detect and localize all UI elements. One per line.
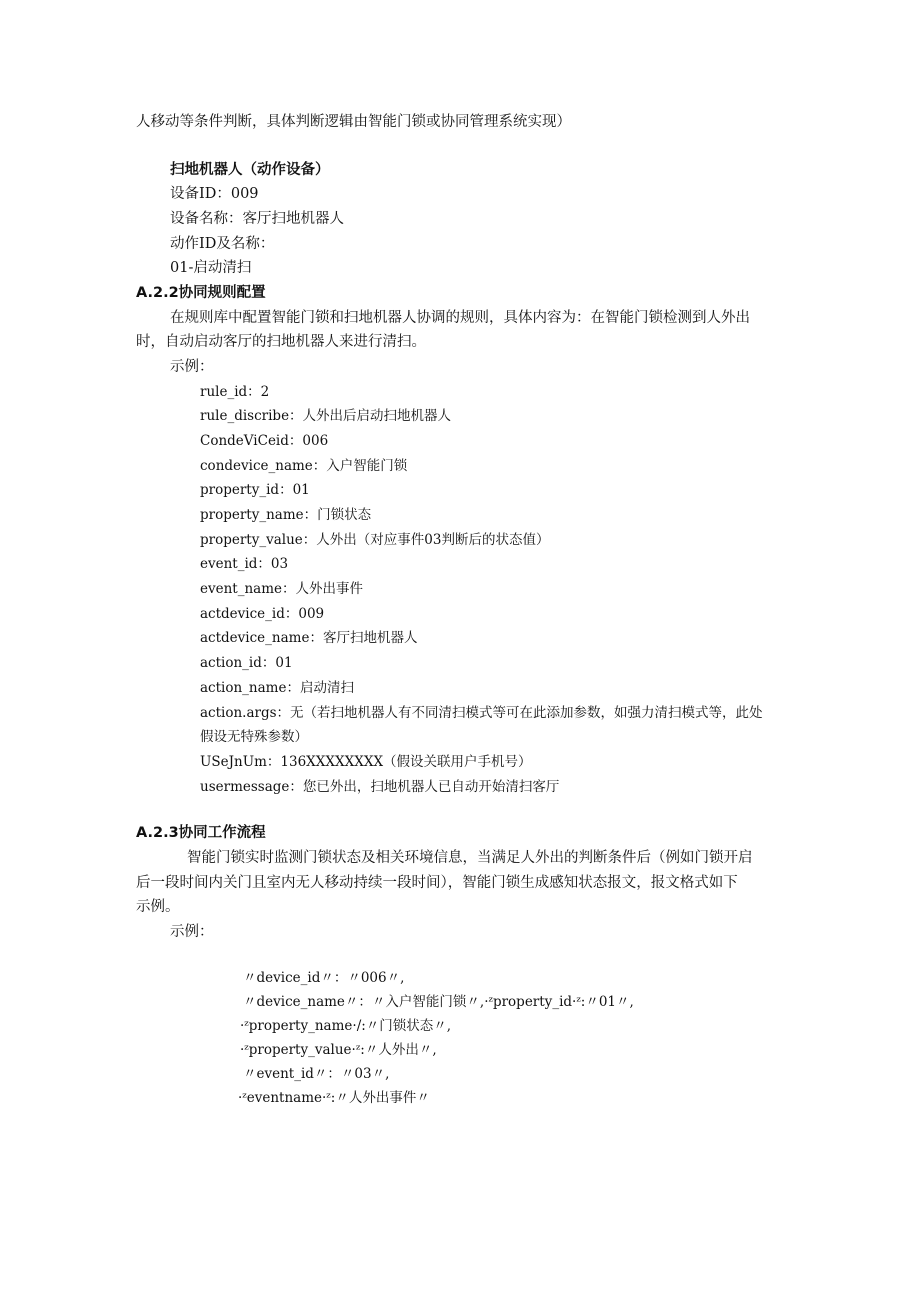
device-action-value: 01-启动清扫 xyxy=(170,260,252,276)
rule-field: property_value：人外出（对应事件03判断后的状态值） xyxy=(200,532,550,548)
section-a23-para-line1: 智能门锁实时监测门锁状态及相关环境信息，当满足人外出的判断条件后（例如门锁开启 xyxy=(187,850,753,866)
intro-line: 人移动等条件判断，具体判断逻辑由智能门锁或协同管理系统实现） xyxy=(136,114,571,130)
device-id-line: 设备ID：009 xyxy=(170,186,259,202)
section-a23-para-line3: 示例。 xyxy=(136,899,180,915)
json-line: ·ᶻeventname·ᶻ:〃人外出事件〃 xyxy=(238,1090,430,1106)
rule-field: rule_discribe：人外出后启动扫地机器人 xyxy=(200,408,452,424)
rule-field: event_id：03 xyxy=(200,556,289,572)
json-line: 〃event_id〃：〃03〃, xyxy=(243,1066,390,1082)
rule-field: CondeViCeid：006 xyxy=(200,433,329,449)
device-heading: 扫地机器人（动作设备） xyxy=(170,162,330,178)
rule-field: rule_id：2 xyxy=(200,384,270,400)
rule-field: property_id：01 xyxy=(200,482,310,498)
rule-field: actdevice_id：009 xyxy=(200,606,325,622)
section-a22-heading: A.2.2协同规则配置 xyxy=(136,285,266,301)
device-name-line: 设备名称：客厅扫地机器人 xyxy=(170,211,344,227)
rule-field: action_name：启动清扫 xyxy=(200,680,354,696)
section-a23-heading: A.2.3协同工作流程 xyxy=(136,825,266,841)
json-line: 〃device_name〃：〃入户智能门锁〃,·ᶻproperty_id·ᶻ:〃01〃, xyxy=(243,994,634,1010)
rule-field: action_id：01 xyxy=(200,655,293,671)
rule-field: property_name：门锁状态 xyxy=(200,507,372,523)
section-a23-example-label: 示例： xyxy=(170,924,214,940)
rule-field: actdevice_name：客厅扫地机器人 xyxy=(200,630,418,646)
section-a22-para-line1: 在规则库中配置智能门锁和扫地机器人协调的规则，具体内容为：在智能门锁检测到人外出 xyxy=(170,310,750,326)
section-a23-para-line2: 后一段时间内关门且室内无人移动持续一段时间），智能门锁生成感知状态报文，报文格式如下 xyxy=(136,875,738,891)
rule-field: 假设无特殊参数） xyxy=(200,729,308,745)
rule-field: condevice_name：入户智能门锁 xyxy=(200,458,408,474)
json-line: ·ᶻproperty_value·ᶻ:〃人外出〃, xyxy=(240,1042,437,1058)
section-a22-para-line2: 时，自动启动客厅的扫地机器人来进行清扫。 xyxy=(136,334,426,350)
device-action-label: 动作ID及名称： xyxy=(170,236,275,252)
rule-field: usermessage：您已外出，扫地机器人已自动开始清扫客厅 xyxy=(200,779,560,795)
rule-field: event_name：人外出事件 xyxy=(200,581,364,597)
rule-field: USeJnUm：136XXXXXXXX（假设关联用户手机号） xyxy=(200,754,532,770)
json-line: ·ᶻproperty_name·/:〃门锁状态〃, xyxy=(240,1018,452,1034)
json-line: 〃device_id〃：〃006〃, xyxy=(243,970,405,986)
rule-field: action.args：无（若扫地机器人有不同清扫模式等可在此添加参数，如强力清扫模式等，此处 xyxy=(200,705,763,721)
section-a22-example-label: 示例： xyxy=(170,359,214,375)
